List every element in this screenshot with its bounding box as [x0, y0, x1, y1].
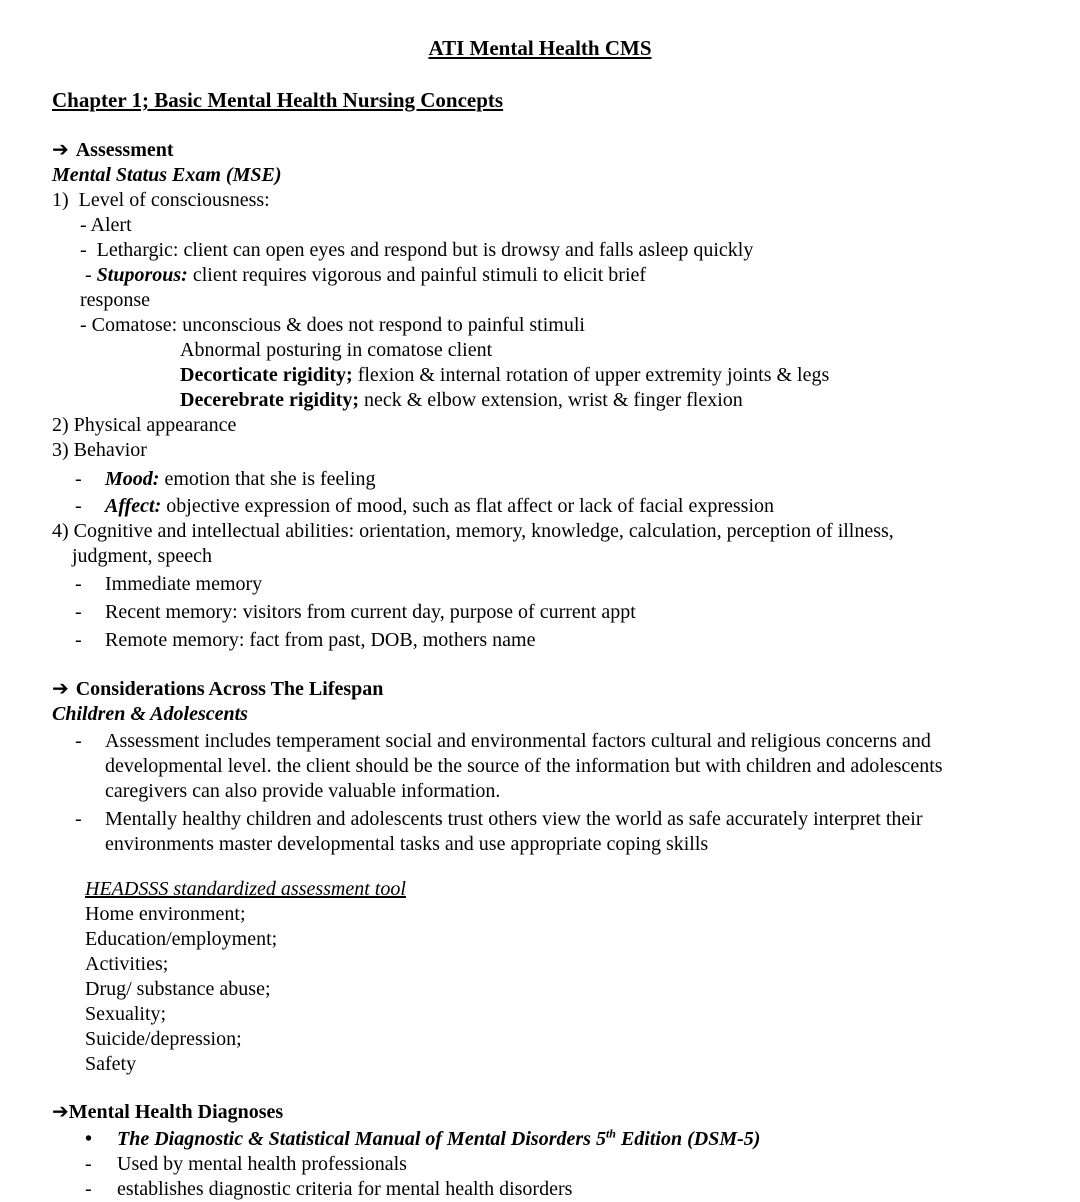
text-line — [52, 1099, 1028, 1125]
text-line — [105, 494, 1028, 519]
loc-stuporous-cont — [52, 288, 1028, 313]
text-run: Mood: — [105, 468, 160, 490]
loc-alert — [52, 213, 1028, 238]
dash-marker: - — [75, 629, 82, 651]
arrow-icon: ➔ — [52, 137, 76, 161]
text-run: Suicide/depression; — [85, 1028, 242, 1050]
text-run: 2) Physical appearance — [52, 414, 237, 436]
dsm5-item — [52, 1127, 1028, 1152]
immediate-memory-item — [52, 572, 1028, 597]
loc-numbered-item — [52, 188, 1028, 213]
text-run: Decorticate rigidity; — [180, 364, 353, 386]
text-line — [80, 288, 1028, 313]
text-line — [85, 977, 1028, 1002]
text-run: client requires vigorous and painful stimuli to elicit brief — [187, 264, 647, 286]
affect-item — [52, 494, 1028, 519]
decerebrate-note — [52, 388, 1028, 413]
text-line — [105, 754, 1028, 779]
remote-memory-item — [52, 628, 1028, 653]
text-run: Education/employment; — [85, 928, 278, 950]
text-line — [52, 438, 1028, 463]
headsss-heading — [52, 877, 1028, 902]
text-run: 1) Level of consciousness: — [52, 189, 270, 211]
text-run: The Diagnostic & Statistical Manual of Mental Disorders 5 — [117, 1128, 606, 1150]
text-line — [52, 188, 1028, 213]
text-line — [85, 1052, 1028, 1077]
text-run: 3) Behavior — [52, 439, 147, 461]
text-line — [72, 544, 1028, 569]
text-run: Children & Adolescents — [52, 703, 248, 725]
section-diagnoses-heading — [52, 1099, 1028, 1125]
dash-marker: - — [75, 495, 82, 517]
text-run: - Comatose: unconscious & does not respond to painful stimuli — [80, 314, 585, 336]
text-run: objective expression of mood, such as flat affect or lack of facial expression — [161, 495, 775, 517]
text-run: ATI Mental Health CMS — [428, 36, 652, 60]
section-assessment-heading — [52, 137, 1028, 163]
mentally-healthy-item — [52, 807, 1028, 857]
used-by-item — [52, 1152, 1028, 1177]
section-lifespan-heading — [52, 676, 1028, 702]
dash-marker: - — [75, 601, 82, 623]
text-run: Assessment includes temperament social and environmental factors cultural and religious concerns and — [105, 730, 931, 752]
text-run: Abnormal posturing in comatose client — [180, 339, 493, 361]
recent-memory-item — [52, 600, 1028, 625]
text-run: caregivers can also provide valuable information. — [105, 780, 501, 802]
text-line — [117, 1177, 1028, 1202]
text-run: neck & elbow extension, wrist & finger flexion — [359, 389, 743, 411]
text-run: Safety — [85, 1053, 137, 1075]
text-line — [52, 88, 1028, 114]
text-run: response — [80, 289, 150, 311]
dash-marker: - — [85, 1178, 92, 1200]
headsss-drug-item — [52, 977, 1028, 1002]
text-line — [52, 676, 1028, 702]
text-run: Activities; — [85, 953, 169, 975]
text-run: Chapter 1; Basic Mental Health Nursing Concepts — [52, 88, 504, 112]
text-line — [52, 413, 1028, 438]
dash-marker: - — [75, 573, 82, 595]
behavior-numbered-item — [52, 438, 1028, 463]
bullet-marker: • — [85, 1128, 93, 1150]
text-line — [52, 137, 1028, 163]
text-run: Drug/ substance abuse; — [85, 978, 271, 1000]
posturing-note — [52, 338, 1028, 363]
loc-comatose — [52, 313, 1028, 338]
text-run: judgment, speech — [72, 545, 212, 567]
text-run: Remote memory: fact from past, DOB, mothers name — [105, 629, 536, 651]
text-line — [105, 729, 1028, 754]
text-line — [80, 263, 1028, 288]
dash-marker: - — [75, 808, 82, 830]
text-line — [85, 877, 1028, 902]
headsss-safety-item — [52, 1052, 1028, 1077]
text-line — [180, 388, 1028, 413]
text-run: flexion & internal rotation of upper extremity joints & legs — [352, 364, 830, 386]
text-run: - Alert — [80, 214, 132, 236]
text-line — [105, 467, 1028, 492]
text-run: Mental Health Diagnoses — [68, 1101, 284, 1123]
cognitive-numbered-item — [52, 519, 1028, 569]
dash-marker: - — [85, 1153, 92, 1175]
text-run: 4) Cognitive and intellectual abilities: orientation, memory, knowledge, calculation, perception of illness, — [52, 520, 894, 542]
text-run: th — [605, 1126, 616, 1141]
text-run: Mentally healthy children and adolescents trust others view the world as safe accurately interpret their — [105, 808, 923, 830]
children-adolescents-subheading — [52, 702, 1028, 727]
text-line — [52, 36, 1028, 62]
text-line — [80, 213, 1028, 238]
text-line — [85, 1027, 1028, 1052]
text-run: Home environment; — [85, 903, 246, 925]
text-line — [105, 628, 1028, 653]
text-run: Edition (DSM-5) — [615, 1128, 761, 1150]
establishes-item — [52, 1177, 1028, 1202]
text-run: emotion that she is feeling — [159, 468, 376, 490]
mse-subheading — [52, 163, 1028, 188]
text-run: Recent memory: visitors from current day, purpose of current appt — [105, 601, 636, 623]
arrow-icon: ➔ — [52, 1099, 69, 1123]
doc-title — [52, 36, 1028, 62]
text-run: Sexuality; — [85, 1003, 167, 1025]
decorticate-note — [52, 363, 1028, 388]
text-run: Decerebrate rigidity; — [180, 389, 359, 411]
loc-lethargic — [52, 238, 1028, 263]
text-run: establishes diagnostic criteria for mental health disorders — [117, 1178, 573, 1200]
text-run: Affect: — [105, 495, 162, 517]
headsss-home-item — [52, 902, 1028, 927]
text-line — [80, 238, 1028, 263]
text-line — [85, 1002, 1028, 1027]
text-line — [105, 779, 1028, 804]
headsss-activities-item — [52, 952, 1028, 977]
text-line — [52, 519, 1028, 544]
text-run: Considerations Across The Lifespan — [75, 678, 384, 700]
text-run: Used by mental health professionals — [117, 1153, 407, 1175]
text-run: HEADSSS standardized assessment tool — [85, 878, 406, 900]
text-line — [117, 1152, 1028, 1177]
chapter-heading — [52, 88, 1028, 114]
arrow-icon: ➔ — [52, 676, 76, 700]
text-line — [180, 338, 1028, 363]
text-line — [117, 1127, 1028, 1152]
text-line — [80, 313, 1028, 338]
loc-stuporous — [52, 263, 1028, 288]
text-run: environments master developmental tasks and use appropriate coping skills — [105, 833, 709, 855]
text-line — [105, 572, 1028, 597]
text-run: - Lethargic: client can open eyes and respond but is drowsy and falls asleep quickly — [80, 239, 754, 261]
headsss-suicide-item — [52, 1027, 1028, 1052]
text-line — [105, 807, 1028, 832]
assessment-includes-item — [52, 729, 1028, 804]
physical-numbered-item — [52, 413, 1028, 438]
text-run: Assessment — [75, 139, 174, 161]
text-line — [52, 702, 1028, 727]
text-line — [85, 927, 1028, 952]
text-run: - — [80, 264, 97, 286]
mood-item — [52, 467, 1028, 492]
text-run: Mental Status Exam (MSE) — [52, 164, 282, 186]
text-line — [85, 902, 1028, 927]
headsss-education-item — [52, 927, 1028, 952]
headsss-sexuality-item — [52, 1002, 1028, 1027]
text-line — [52, 163, 1028, 188]
text-run: Stuporous: — [96, 264, 188, 286]
text-run: Immediate memory — [105, 573, 263, 595]
text-line — [105, 832, 1028, 857]
text-line — [180, 363, 1028, 388]
text-line — [85, 952, 1028, 977]
dash-marker: - — [75, 468, 82, 490]
dash-marker: - — [75, 730, 82, 752]
text-run: developmental level. the client should be the source of the information but with children and adolescents — [105, 755, 943, 777]
text-line — [105, 600, 1028, 625]
